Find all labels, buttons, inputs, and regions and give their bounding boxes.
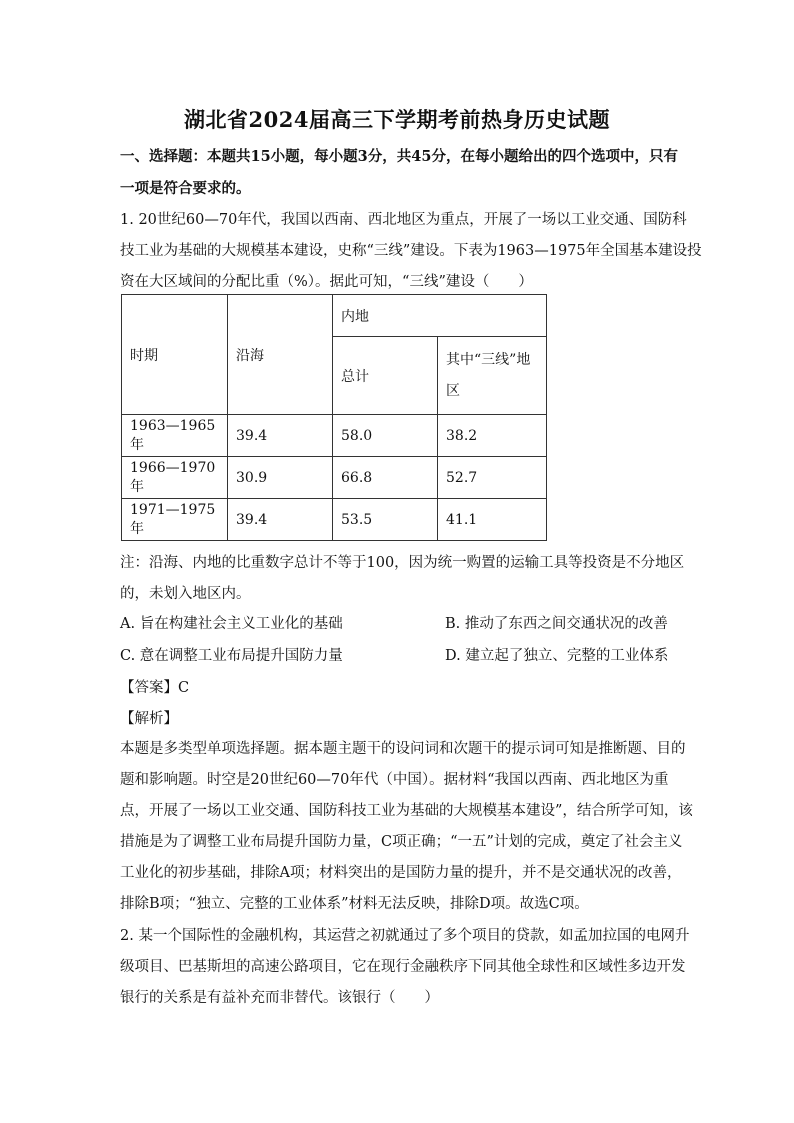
section-instruction-line-2: 一项是符合要求的。 <box>120 180 251 197</box>
cell-period: 1966—1970年 <box>122 457 228 499</box>
header-total: 总计 <box>333 337 438 415</box>
cell-coastal: 30.9 <box>228 457 333 499</box>
cell-period: 1963—1965年 <box>122 415 228 457</box>
page-title: 湖北省2024届高三下学期考前热身历史试题 <box>184 107 610 132</box>
cell-total: 53.5 <box>333 499 438 541</box>
analysis-line-4: 措施是为了调整工业布局提升国防力量，C项正确；“一五”计划的完成，奠定了社会主义 <box>120 834 683 850</box>
cell-total: 58.0 <box>333 415 438 457</box>
cell-period: 1971—1975年 <box>122 499 228 541</box>
analysis-line-6: 排除B项；“独立、完整的工业体系”材料无法反映，排除D项。故选C项。 <box>120 896 589 912</box>
cell-coastal: 39.4 <box>228 415 333 457</box>
question-2-line-1: 2. 某一个国际性的金融机构，其运营之初就通过了多个项目的贷款，如孟加拉国的电网升 <box>120 928 690 944</box>
note-line-2: 的，未划入地区内。 <box>120 586 251 602</box>
analysis-label: 【解析】 <box>120 711 178 727</box>
table-row <box>122 415 547 457</box>
cell-coastal: 39.4 <box>228 499 333 541</box>
question-1-line-3: 资在大区域间的分配比重（%）。据此可知，“三线”建设（ ） <box>120 274 533 290</box>
note-line-1: 注：沿海、内地的比重数字总计不等于100，因为统一购置的运输工具等投资是不分地区 <box>120 555 685 571</box>
header-inland: 内地 <box>333 295 547 337</box>
option-c: C. 意在调整工业布局提升国防力量 <box>120 648 343 664</box>
header-coastal: 沿海 <box>228 295 333 415</box>
answer-line: 【答案】C <box>120 680 190 696</box>
analysis-line-5: 工业化的初步基础，排除A项；材料突出的是国防力量的提升，并不是交通状况的改善， <box>120 865 682 881</box>
question-2-line-3: 银行的关系是有益补充而非替代。该银行（ ） <box>120 990 439 1006</box>
investment-table <box>121 294 547 541</box>
header-period: 时期 <box>122 295 228 415</box>
analysis-line-2: 题和影响题。时空是20世纪60—70年代（中国）。据材料“我国以西南、西北地区为重 <box>120 772 669 788</box>
cell-sanxian: 41.1 <box>438 499 547 541</box>
cell-sanxian: 38.2 <box>438 415 547 457</box>
header-sanxian: 其中“三线”地 区 <box>438 337 547 415</box>
question-1-line-2: 技工业为基础的大规模基本建设，史称“三线”建设。下表为1963—1975年全国基本建设投 <box>120 243 702 259</box>
option-d: D. 建立起了独立、完整的工业体系 <box>445 648 669 664</box>
table-row <box>122 457 547 499</box>
question-1-line-1: 1. 20世纪60—70年代，我国以西南、西北地区为重点，开展了一场以工业交通、国防科 <box>120 212 687 228</box>
table-row <box>122 499 547 541</box>
cell-total: 66.8 <box>333 457 438 499</box>
option-b: B. 推动了东西之间交通状况的改善 <box>445 616 668 632</box>
option-a: A. 旨在构建社会主义工业化的基础 <box>120 616 343 632</box>
cell-sanxian: 52.7 <box>438 457 547 499</box>
analysis-line-1: 本题是多类型单项选择题。据本题主题干的设问词和次题干的提示词可知是推断题、目的 <box>120 741 686 757</box>
section-instruction-line-1: 一、选择题：本题共15小题，每小题3分，共45分，在每小题给出的四个选项中，只有 <box>120 148 678 165</box>
question-2-line-2: 级项目、巴基斯坦的高速公路项目，它在现行金融秩序下同其他全球性和区域性多边开发 <box>120 959 686 975</box>
analysis-line-3: 点，开展了一场以工业交通、国防科技工业为基础的大规模基本建设”，结合所学可知，该 <box>120 803 693 819</box>
